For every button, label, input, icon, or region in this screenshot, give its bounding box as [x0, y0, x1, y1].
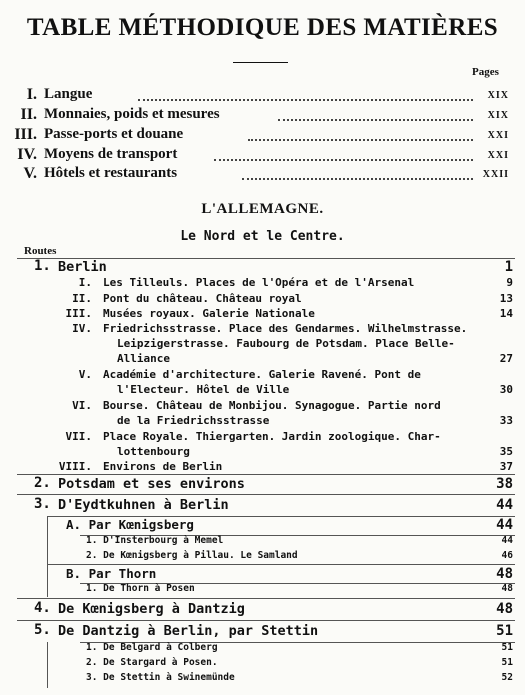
intro-entry [0, 86, 525, 106]
leader-dots [278, 119, 473, 121]
part-line: Académie d'architecture. Galerie Ravené. Pont de [103, 368, 421, 381]
subroute-page: 52 [501, 672, 513, 683]
part-number: I. [78, 276, 92, 289]
part-line: de la Friedrichsstrasse [117, 414, 270, 427]
part-page: 30 [499, 383, 513, 396]
part-line: Environs de Berlin [103, 460, 223, 473]
divider-line [17, 598, 515, 599]
part-line: Leipzigerstrasse. Faubourg de Potsdam. Place Belle- [117, 337, 455, 350]
part-number: III. [65, 307, 92, 320]
page-title: TABLE MÉTHODIQUE DES MATIÈRES [26, 14, 499, 41]
route-label: De Dantzig à Berlin, par Stettin [58, 623, 319, 639]
entry-label: Passe-ports et douane [44, 126, 184, 142]
route-page: 38 [496, 476, 513, 492]
entry-label: Langue [44, 86, 93, 102]
entry-number: II. [20, 106, 37, 123]
leader-dots [214, 159, 473, 161]
part-number: VI. [72, 399, 92, 412]
route-number: 4. [34, 600, 51, 616]
entry-page: XXI [487, 150, 509, 161]
route-entry [0, 622, 525, 642]
subroute-page: 51 [501, 642, 513, 653]
intro-entry [0, 146, 525, 166]
subroute-entry [0, 582, 525, 602]
pages-column-header: Pages [472, 66, 499, 78]
entry-page: XIX [487, 90, 509, 101]
part-line: Musées royaux. Galerie Nationale [103, 307, 315, 320]
route-entry [0, 475, 525, 495]
entry-number: IV. [17, 146, 37, 163]
entry-number: III. [14, 126, 37, 143]
part-line: Les Tilleuls. Places de l'Opéra et de l'Arsenal [103, 276, 415, 289]
part-number: VII. [65, 430, 92, 443]
subroute-page: 44 [501, 535, 513, 546]
entry-number: V. [23, 165, 37, 182]
route-entry [0, 496, 525, 516]
route-number: 5. [34, 622, 51, 638]
subgroup-page: 44 [496, 517, 513, 533]
part-number: V. [78, 368, 92, 381]
part-number: II. [72, 292, 92, 305]
part-page: 13 [499, 292, 513, 305]
section-title: L'ALLEMAGNE. [201, 201, 324, 217]
subroute-label: 2. De Kœnigsberg à Pillau. Le Samland [86, 550, 298, 561]
part-line: Bourse. Château de Monbijou. Synagogue. Partie nord [103, 399, 441, 412]
subroute-label: 3. De Stettin à Swinemünde [86, 672, 235, 683]
subroute-entry [0, 671, 525, 691]
subgroup-label: A. Par Kœnigsberg [66, 517, 194, 532]
subroute-label: 2. De Stargard à Posen. [86, 657, 218, 668]
part-page: 9 [506, 276, 513, 289]
route-page: 48 [496, 601, 513, 617]
entry-page: XXI [487, 130, 509, 141]
intro-entry [0, 165, 525, 185]
subroute-page: 48 [501, 583, 513, 594]
part-number: IV. [72, 322, 92, 335]
subroute-label: 1. De Thorn à Posen [86, 583, 195, 594]
leader-dots [242, 178, 473, 180]
leader-dots [138, 99, 473, 101]
part-line: Pont du château. Château royal [103, 292, 302, 305]
part-page: 14 [499, 307, 513, 320]
part-number: VIII. [58, 460, 92, 473]
subgroup-page: 48 [496, 566, 513, 582]
entry-page: XXII [482, 169, 509, 180]
route-label: Potsdam et ses environs [58, 476, 245, 492]
part-page: 37 [499, 460, 513, 473]
subgroup-label: B. Par Thorn [66, 566, 157, 581]
route-page: 51 [496, 623, 513, 639]
leader-dots [248, 139, 473, 141]
entry-number: I. [26, 86, 37, 103]
route-label: D'Eydtkuhnen à Berlin [58, 497, 229, 513]
subroute-page: 51 [501, 657, 513, 668]
intro-entry [0, 126, 525, 146]
part-line: Friedrichsstrasse. Place des Gendarmes. Wilhelmstrasse. [103, 322, 468, 335]
entry-page: XIX [487, 110, 509, 121]
routes-column-header: Routes [24, 245, 57, 257]
title-rule [233, 62, 288, 63]
route-number: 3. [34, 496, 51, 512]
subroute-label: 1. D'Insterbourg à Memel [86, 535, 224, 546]
part-page: 33 [499, 414, 513, 427]
divider-line [17, 620, 515, 621]
route-entry [0, 258, 525, 278]
divider-line [17, 494, 515, 495]
route-number: 1. [34, 258, 51, 274]
part-line: Place Royale. Thiergarten. Jardin zoologique. Char- [103, 430, 441, 443]
subroute-label: 1. De Belgard à Colberg [86, 642, 218, 653]
route-page: 1 [504, 259, 513, 275]
part-line: l'Electeur. Hôtel de Ville [117, 383, 290, 396]
subsection-title: Le Nord et le Centre. [180, 229, 345, 244]
route-label: De Kœnigsberg à Dantzig [58, 601, 245, 617]
route-page: 44 [496, 497, 513, 513]
entry-label: Moyens de transport [44, 146, 178, 162]
intro-entry [0, 106, 525, 126]
part-line: Alliance [117, 352, 170, 365]
subroute-page: 46 [501, 550, 513, 561]
part-page: 35 [499, 445, 513, 458]
route-subgroup [0, 516, 525, 536]
part-line: lottenbourg [117, 445, 190, 458]
entry-label: Hôtels et restaurants [44, 165, 178, 181]
route-number: 2. [34, 475, 51, 491]
route-label: Berlin [58, 259, 107, 275]
part-page: 27 [499, 352, 513, 365]
route-entry [0, 600, 525, 620]
entry-label: Monnaies, poids et mesures [44, 106, 220, 122]
